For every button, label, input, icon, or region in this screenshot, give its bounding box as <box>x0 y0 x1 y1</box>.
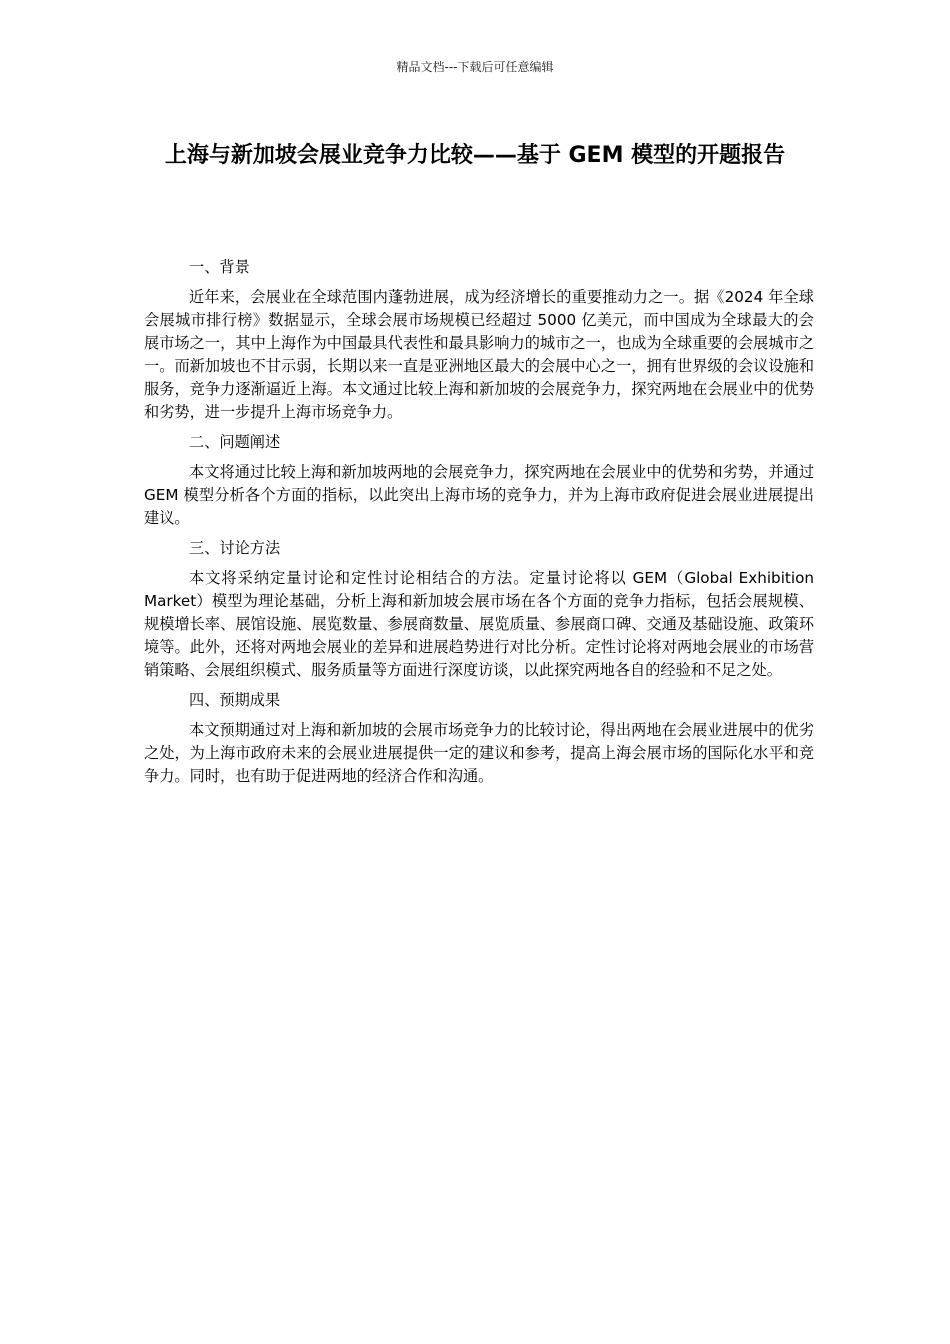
section-methodology <box>144 537 814 682</box>
document-title: 上海与新加坡会展业竞争力比较——基于 GEM 模型的开题报告 <box>164 143 786 168</box>
section-heading: 四、预期成果 <box>189 691 281 709</box>
section-heading: 三、讨论方法 <box>189 539 281 557</box>
section-paragraph: 近年来，会展业在全球范围内蓬勃进展，成为经济增长的重要推动力之一。据《2024 年全球会展城市排行榜》数据显示，全球会展市场规模已经超过 5000 亿美元，而中国成为全球最大的会展市场之一，其中上海作为中国最具代表性和最具影响力的城市之一，也成为全球重要的会展城市之一。而新加坡也不甘示弱，长期以来一直是亚洲地区最大的会展中心之一，拥有世界级的会议设施和服务，竞争力逐渐逼近上海。本文通过比较上海和新加坡的会展竞争力，探究两地在会展业中的优势和劣势，进一步提升上海市场竞争力。 <box>144 288 814 421</box>
section-expected-results <box>144 689 814 788</box>
document-body <box>144 256 814 795</box>
section-heading: 二、问题阐述 <box>189 433 281 451</box>
section-paragraph: 本文将采纳定量讨论和定性讨论相结合的方法。定量讨论将以 GEM（Global Exhibition Market）模型为理论基础，分析上海和新加坡会展市场在各个方面的竞争力指标，包括会展规模、规模增长率、展馆设施、展览数量、参展商数量、展览质量、参展商口碑、交通及基础设施、政策环境等。此外，还将对两地会展业的差异和进展趋势进行对比分析。定性讨论将对两地会展业的市场营销策略、会展组织模式、服务质量等方面进行深度访谈，以此探究两地各自的经验和不足之处。 <box>144 569 814 679</box>
section-problem-statement <box>144 431 814 530</box>
header-note: 精品文档---下载后可任意编辑 <box>396 60 554 74</box>
section-background <box>144 256 814 424</box>
section-paragraph: 本文将通过比较上海和新加坡两地的会展竞争力，探究两地在会展业中的优势和劣势，并通过 GEM 模型分析各个方面的指标，以此突出上海市场的竞争力，并为上海市政府促进会展业进展提出建议。 <box>144 463 814 527</box>
section-paragraph: 本文预期通过对上海和新加坡的会展市场竞争力的比较讨论，得出两地在会展业进展中的优劣之处，为上海市政府未来的会展业进展提供一定的建议和参考，提高上海会展市场的国际化水平和竞争力。同时，也有助于促进两地的经济合作和沟通。 <box>144 721 814 785</box>
section-heading: 一、背景 <box>189 258 250 276</box>
